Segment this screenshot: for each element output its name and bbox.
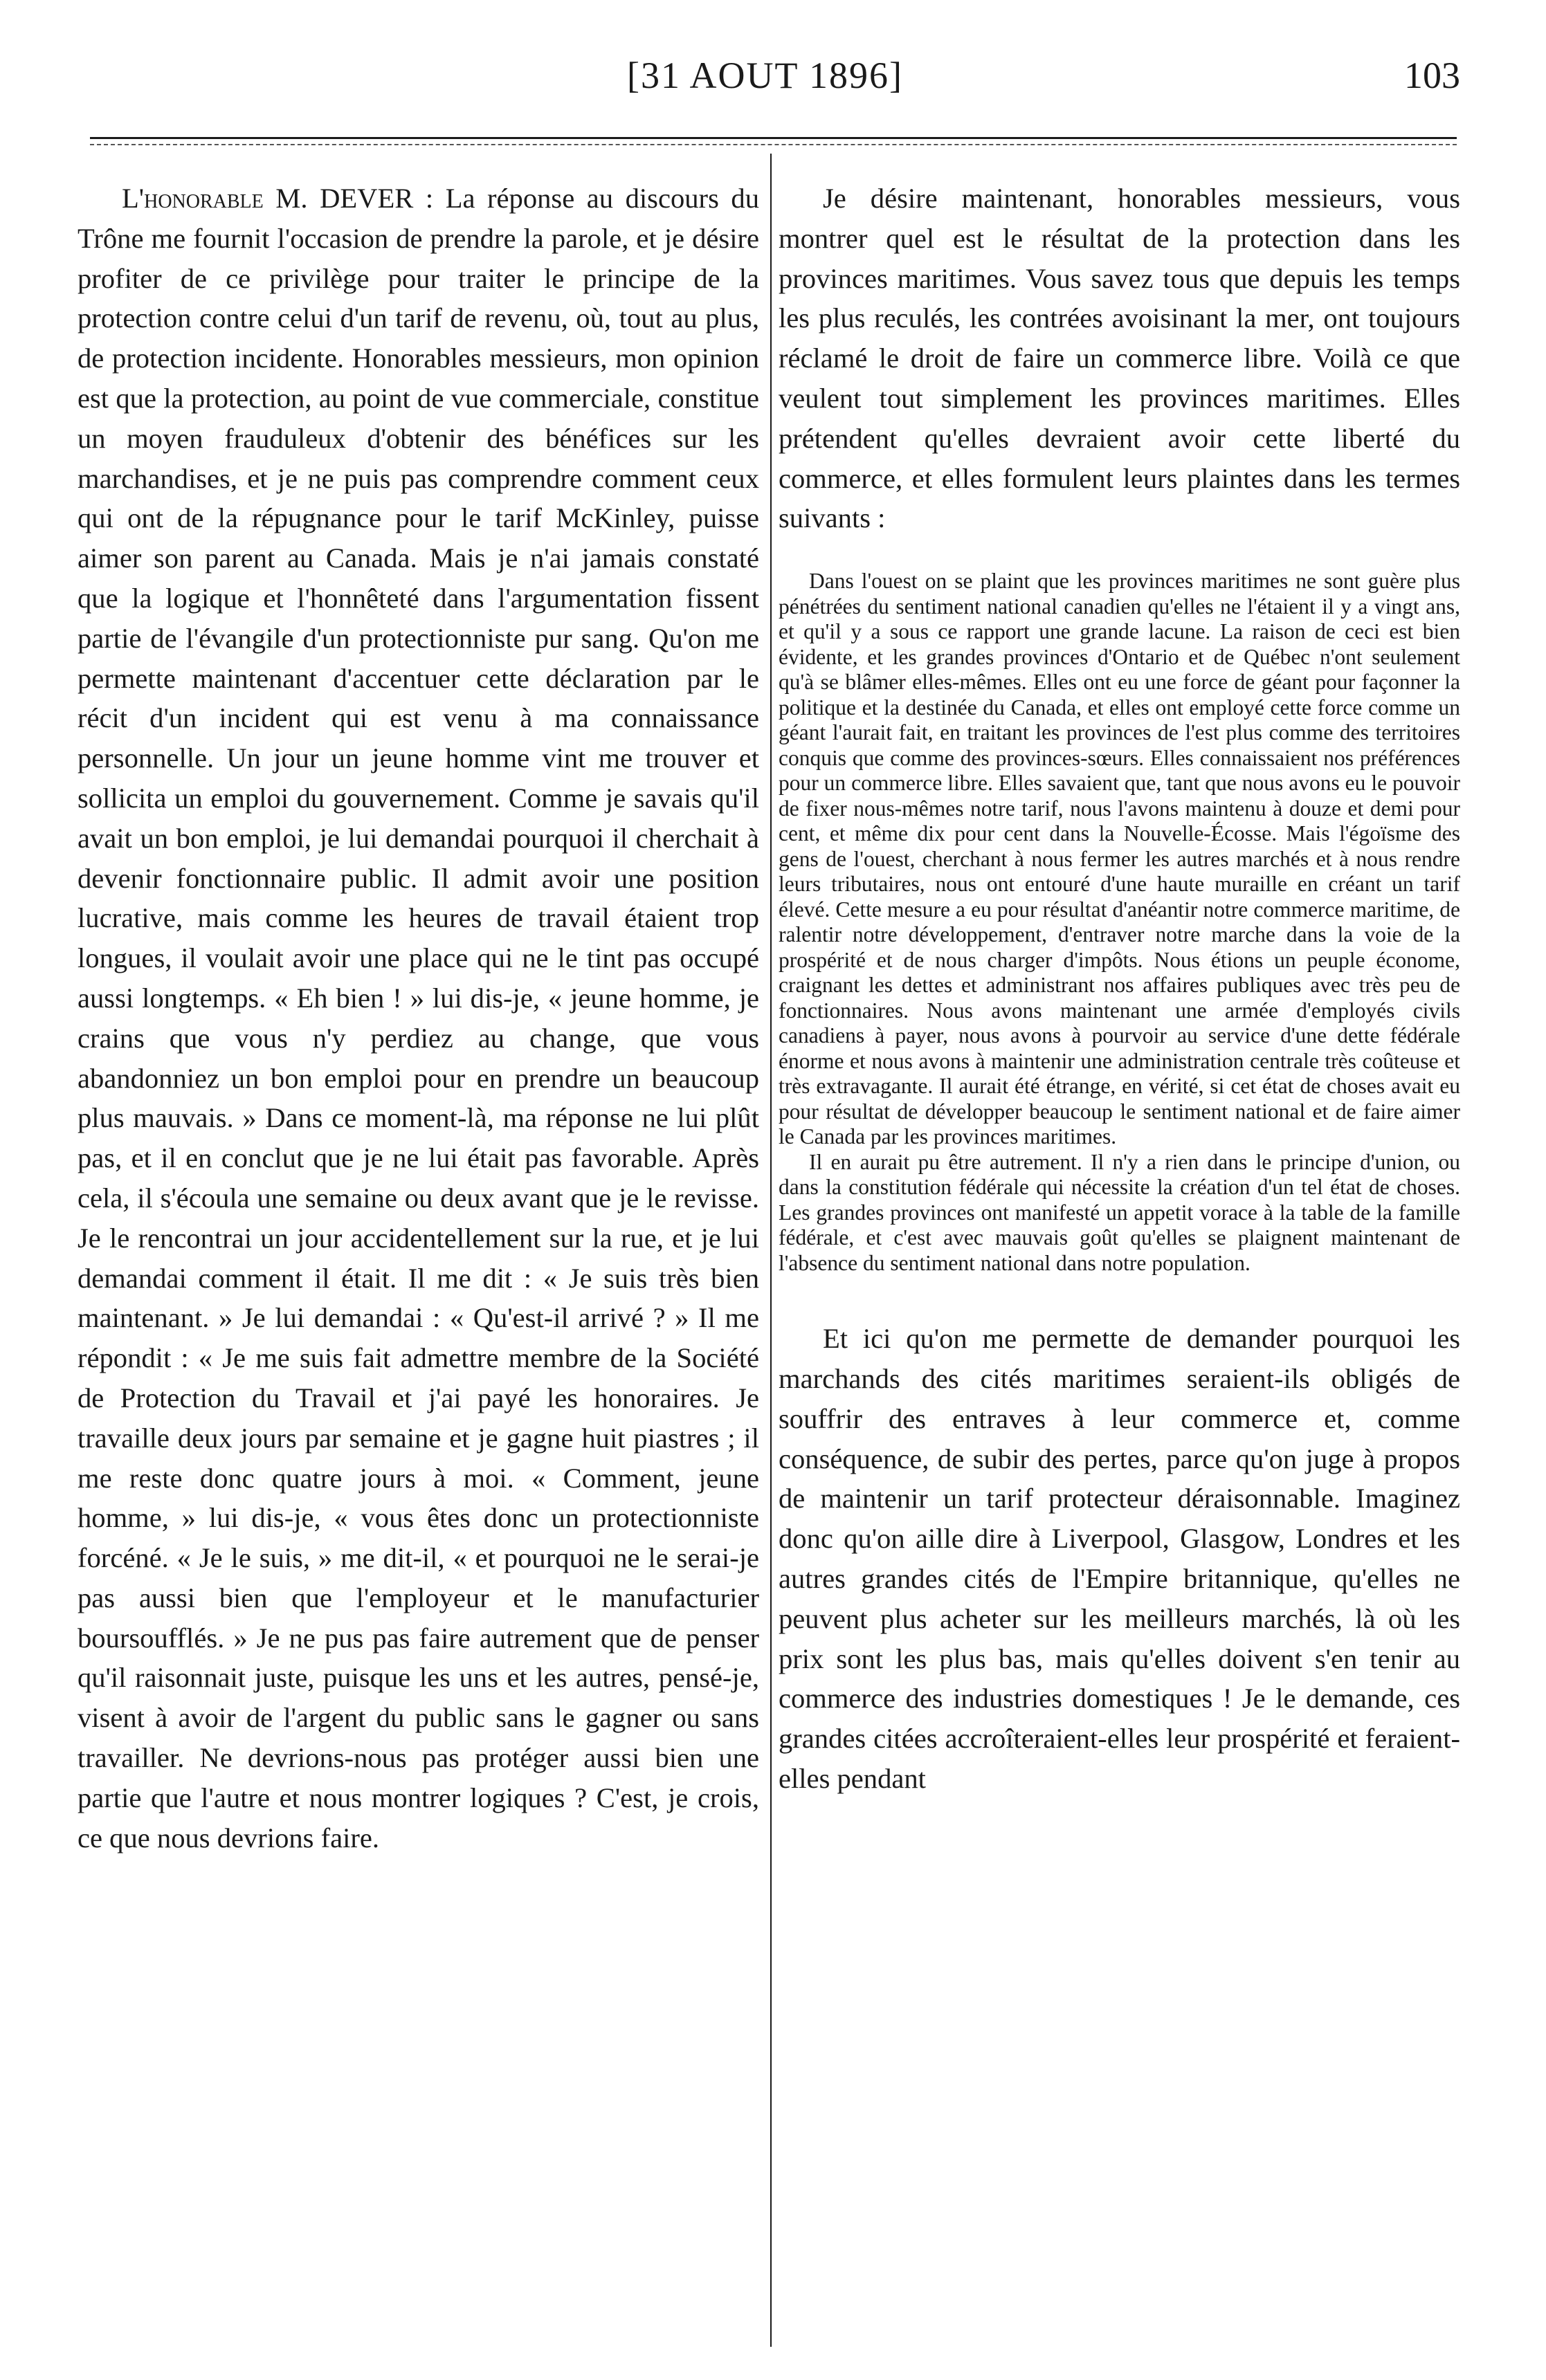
right-column xyxy=(779,178,1460,1799)
left-speech-text: : La réponse au discours du Trône me fournit l'occasion de prendre la parole, et je désire profiter de ce privilège pour traiter le principe de la protection contre celui d'un tarif de revenu, où, tout au plus, de protection incidente. Honorables messieurs, mon opinion est que la protection, au point de vue commerciale, constitue un moyen frauduleux d'obtenir des bénéfices sur les marchandises, et je ne puis pas comprendre comment ceux qui ont de la répugnance pour le tarif McKinley, puisse aimer son parent au Canada. Mais je n'ai jamais constaté que la logique et l'honnêteté dans l'argumentation fissent partie de l'évangile d'un protectionniste pur sang. Qu'on me permette maintenant d'accentuer cette déclaration par le récit d'un incident qui est venu à ma connaissance personnelle. Un jour un jeune homme vint me trouver et sollicita un emploi du gouvernement. Comme je savais qu'il avait un bon emploi, je lui demandai pourquoi il cherchait à devenir fonctionnaire public. Il admit avoir une position lucrative, mais comme les heures de travail étaient trop longues, il voulait avoir une place qui ne le tint pas occupé aussi longtemps. « Eh bien ! » lui dis-je, « jeune homme, je crains que vous n'y perdiez au change, que vous abandonniez un bon emploi pour en prendre un beaucoup plus mauvais. » Dans ce moment-là, ma réponse ne lui plût pas, et il en conclut que je ne lui était pas favorable. Après cela, il s'écoula une semaine ou deux avant que je le revisse. Je le rencontrai un jour accidentellement sur la rue, et je lui demandai comment il était. Il me dit : « Je suis très bien maintenant. » Je lui demandai : « Qu'est-il arrivé ? » Il me répondit : « Je me suis fait admettre membre de la Société de Protection du Travail et j'ai payé les honoraires. Je travaille deux jours par semaine et je gagne huit piastres ; il me reste donc quatre jours à moi. « Comment, jeune homme, » lui dis-je, « vous êtes donc un protectionniste forcéné. « Je le suis, » me dit-il, « et pourquoi ne le serai-je pas aussi bien que l'employeur et le manufacturier boursoufflés. » Je ne pus pas faire autrement que de penser qu'il raisonnait juste, puisque les uns et les autres, pensé-je, visent à avoir de l'argent du public sans le gagner ou sans travailler. Ne devrions-nous pas protéger aussi bien une partie que l'autre et nous montrer logiques ? C'est, je crois, ce que nous devrions faire. xyxy=(78,183,759,1853)
page-header xyxy=(76,54,1460,116)
speaker-name: L'honorable M. DEVER xyxy=(122,183,414,214)
header-rule xyxy=(90,137,1457,139)
left-column xyxy=(78,178,759,1858)
quoted-passage-2: Il en aurait pu être autrement. Il n'y a rien dans le principe d'union, ou dans la constitution fédérale qui nécessite la création d'un tel état de choses. Les grandes provinces ont manifesté un appetit vorace à la table de la famille fédérale, et c'est avec mauvais goût qu'elles se plaignent maintenant de l'absence du sentiment national dans notre population. xyxy=(779,1149,1460,1275)
quoted-passage-1: Dans l'ouest on se plaint que les provinces maritimes ne sont guère plus pénétrées du sentiment national canadien qu'elles ne l'étaient il y a vingt ans, et qu'il y a sous ce rapport une grande lacune. La raison de ceci est bien évidente, et les grandes provinces d'Ontario et de Québec n'ont seulement qu'à se blâmer elles-mêmes. Elles ont eu une force de géant pour façonner la politique et la destinée du Canada, et elles ont employé cette force comme un géant l'aurait fait, en traitant les provinces de l'est plus comme des territoires conquis que comme des provinces-sœurs. Elles connaissaient nos préférences pour un commerce libre. Elles savaient que, tant que nous avons eu le pouvoir de fixer nous-mêmes notre tarif, nous l'avons maintenu à douze et demi pour cent, et même dix pour cent dans la Nouvelle-Écosse. Mais l'égoïsme des gens de l'ouest, cherchant à nous fermer les autres marchés et à nous rendre leurs tributaires, nous ont entouré d'une haute muraille en créant un tarif élevé. Cette mesure a eu pour résultat d'anéantir notre commerce maritime, de ralentir notre développement, d'entraver notre marche dans la voie de la prospérité et de nous charger d'impôts. Nous étions un peuple économe, craignant les dettes et administrant nos affaires publiques avec très peu de fonctionnaires. Nous avons maintenant une armée d'employés civils canadiens à payer, nous avons à pourvoir au service d'une dette fédérale énorme et nous avons à maintenir une administration centrale très coûteuse et très extravagante. Il aurait été étrange, en vérité, si cet état de choses avait eu pour résultat de développer beaucoup le sentiment national et de faire aimer le Canada par les provinces maritimes. xyxy=(779,569,1460,1149)
left-speech-paragraph xyxy=(78,178,759,1858)
header-date: [31 AOUT 1896] xyxy=(627,55,903,96)
right-paragraph-2: Et ici qu'on me permette de demander pourquoi les marchands des cités maritimes seraient-ils obligés de souffrir des entraves à leur commerce et, comme conséquence, de subir des pertes, parce qu'on juge à propos de maintenir un tarif protecteur déraisonnable. Imaginez donc qu'on aille dire à Liverpool, Glasgow, Londres et les autres grandes cités de l'Empire britannique, qu'elles ne peuvent plus acheter sur les meilleurs marchés, là où les prix sont les plus bas, mais qu'elles doivent s'en tenir au commerce des industries domestiques ! Je le demande, ces grandes citées accroîteraient-elles leur prospérité et feraient-elles pendant xyxy=(779,1323,1460,1794)
column-divider xyxy=(770,154,772,2347)
page-number: 103 xyxy=(1404,55,1460,96)
right-paragraph-1: Je désire maintenant, honorables messieurs, vous montrer quel est le résultat de la protection dans les provinces maritimes. Vous savez tous que depuis les temps les plus reculés, les contrées avoisinant la mer, ont toujours réclamé le droit de faire un commerce libre. Voilà ce que veulent tout simplement les provinces maritimes. Elles prétendent qu'elles devraient avoir cette liberté du commerce, et elles formulent leurs plaintes dans les termes suivants : xyxy=(779,183,1460,534)
header-rule-dashed xyxy=(90,144,1457,145)
